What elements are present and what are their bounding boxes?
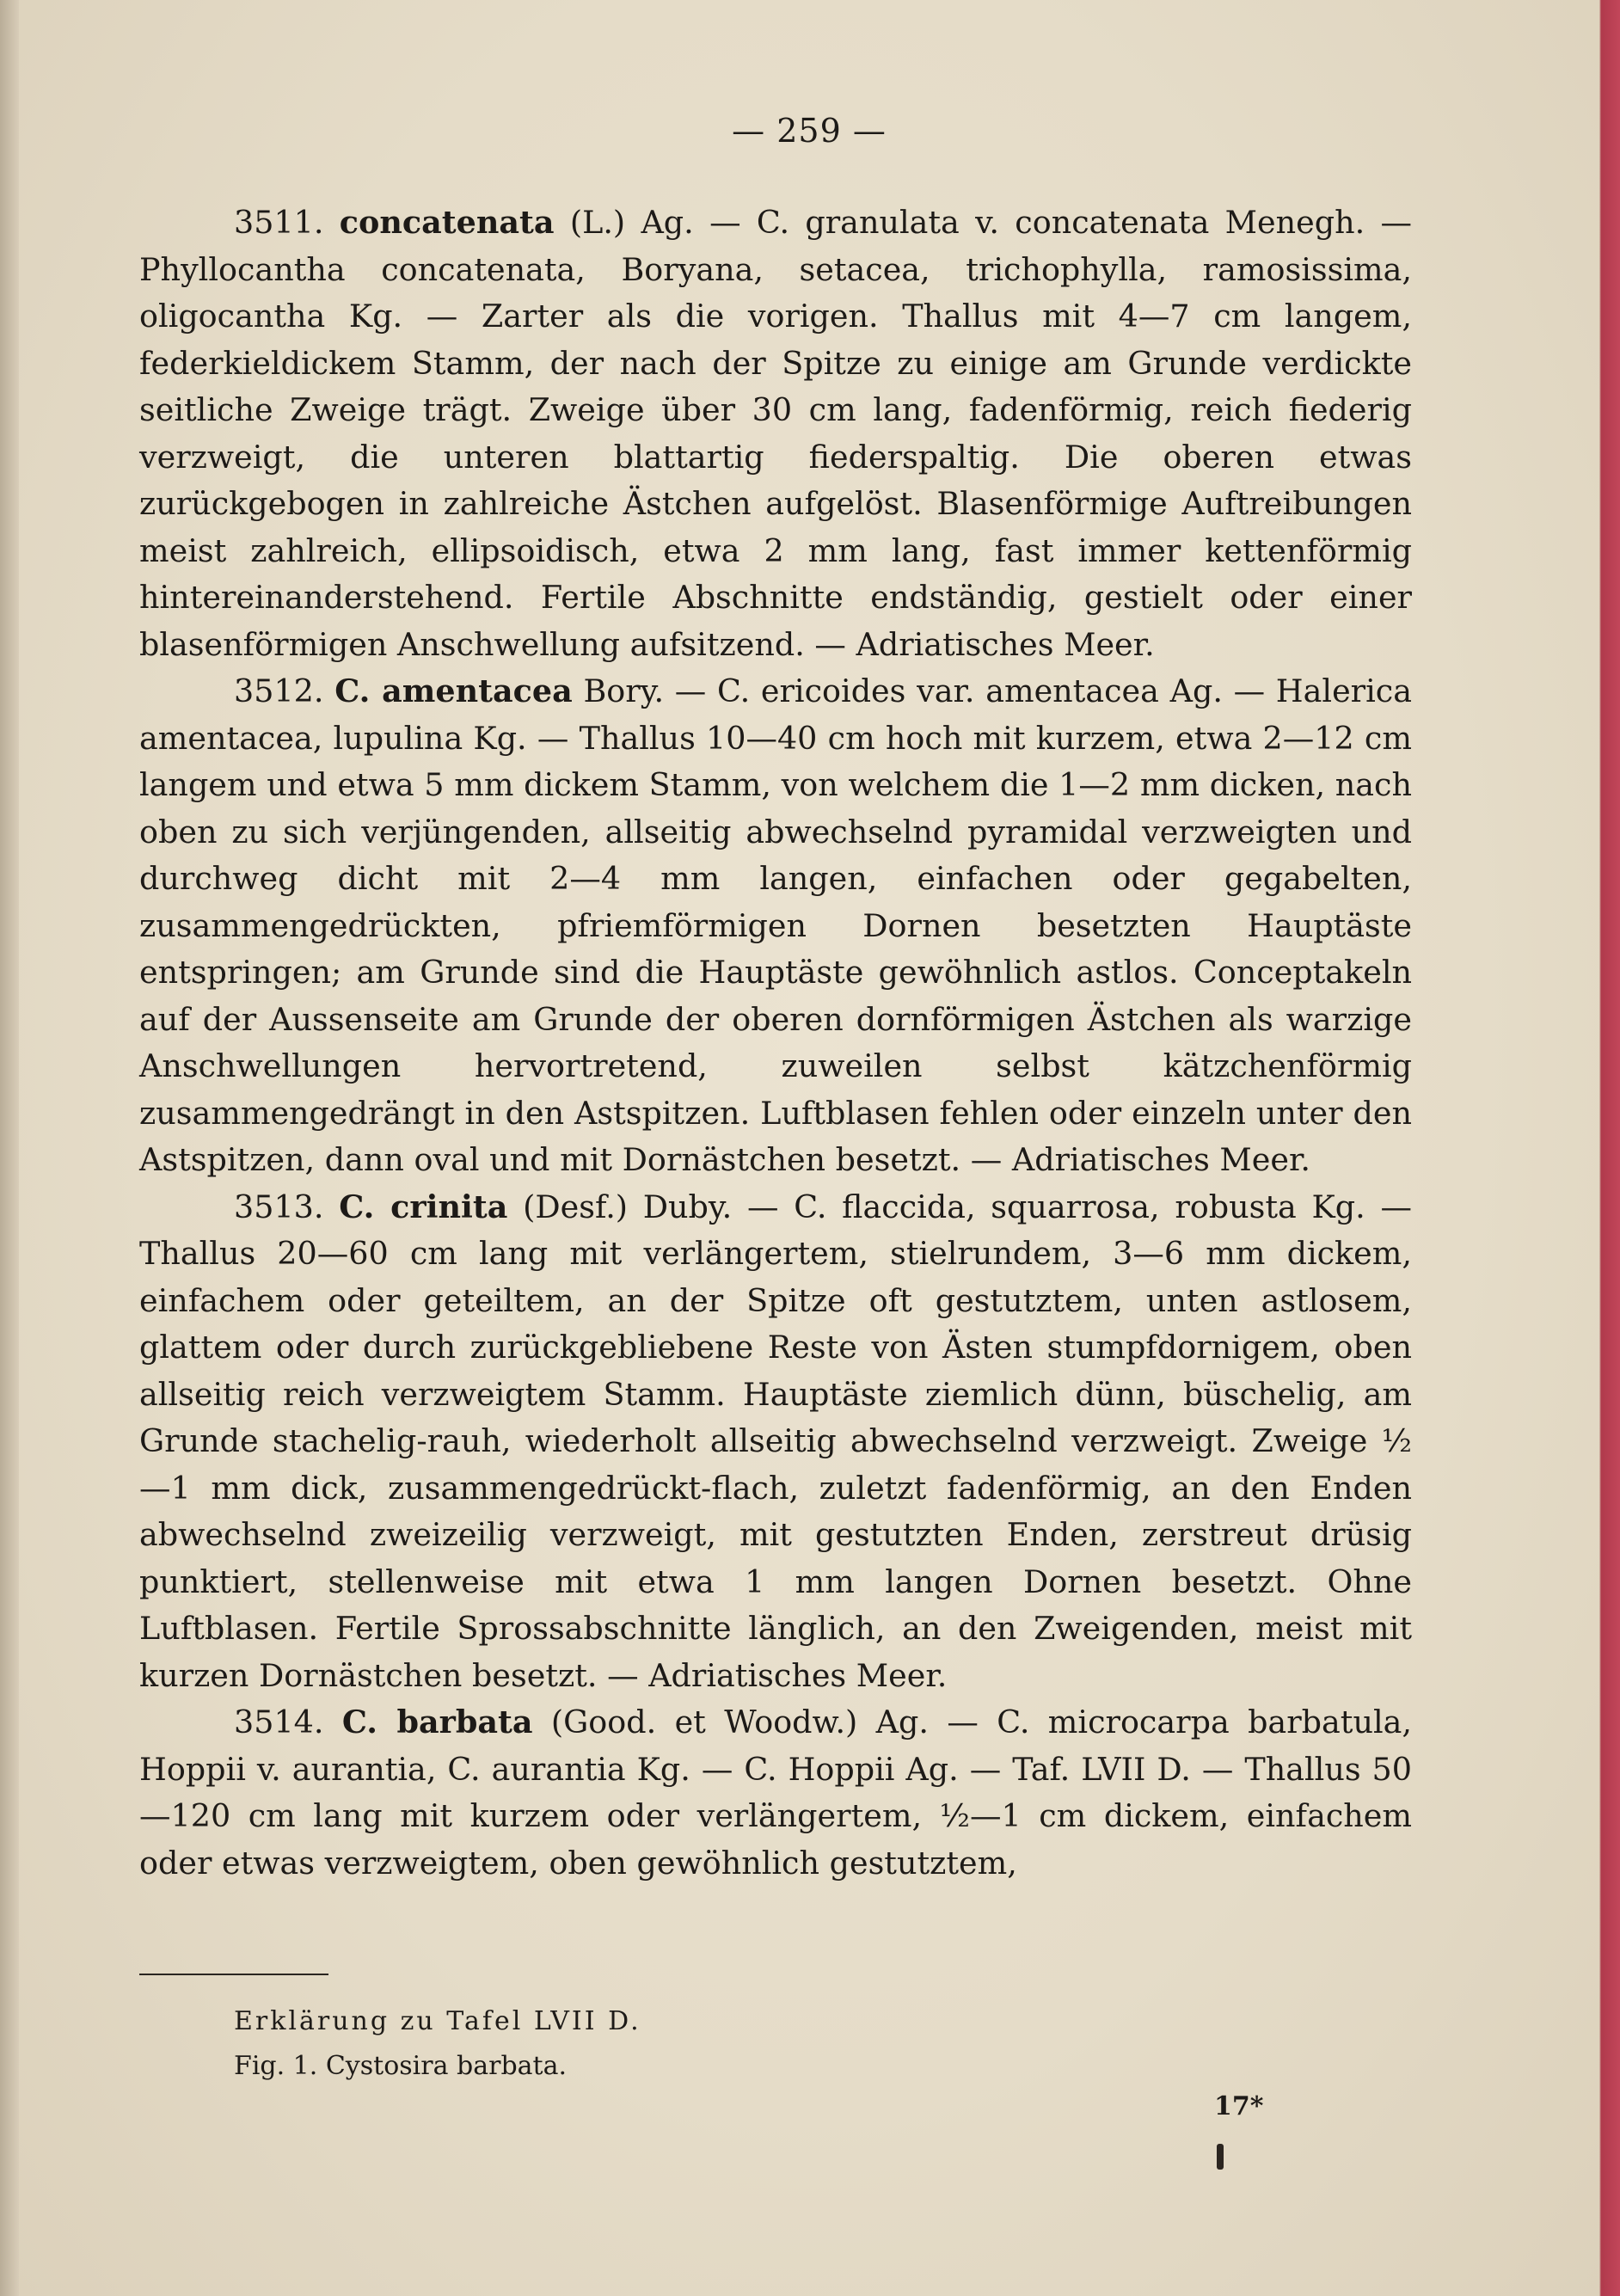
book-page: [19, 0, 1599, 2296]
entry-text: (Good. et Woodw.) Ag. — C. microcarpa barbatula, Hoppii v. aurantia, C. aurantia Kg. — C. Hoppii Ag. — Taf. LVII D. — Thallus 50—120 cm lang mit kurzem oder verlängertem, ½—1 cm dickem, einfachem oder etwas verzweigtem, oben gewöhnlich gestutztem,: [139, 1704, 1412, 1882]
entry-3514: [139, 1699, 1412, 1887]
entry-text: (L.) Ag. — C. granulata v. concatenata Menegh. — Phyllocantha concatenata, Boryana, setacea, trichophylla, ramosissima, oligocantha Kg. — Zarter als die vorigen. Thallus mit 4—7 cm langem, federkieldickem Stamm, der nach der Spitze zu einige am Grunde verdickte seitliche Zweige trägt. Zweige über 30 cm lang, fadenförmig, reich fiederig verzweigt, die unteren blattartig fiederspaltig. Die oberen etwas zurückgebogen in zahlreiche Ästchen aufgelöst. Blasenförmige Auftreibungen meist zahlreich, ellipsoidisch, etwa 2 mm lang, fast immer kettenförmig hintereinanderstehend. Fertile Abschnitte endständig, gestielt oder einer blasenförmigen Anschwellung aufsitzend. — Adriatisches Meer.: [139, 204, 1412, 663]
body-text: [139, 200, 1412, 1887]
signature-mark: 17*: [1214, 2091, 1264, 2121]
entry-number: 3514.: [234, 1704, 324, 1740]
entry-3511: [139, 200, 1412, 668]
footnote-line: Fig. 1. Cystosira barbata.: [234, 2051, 568, 2081]
footnote-heading: Erklärung zu Tafel LVII D.: [234, 2006, 641, 2036]
entry-3513: [139, 1184, 1412, 1700]
entry-name: C. crinita: [339, 1188, 508, 1225]
entry-name: C. amentacea: [334, 672, 573, 709]
footnote: [234, 1999, 641, 2089]
entry-name: C. barbata: [341, 1704, 533, 1740]
entry-number: 3512.: [234, 672, 324, 709]
entry-text: (Desf.) Duby. — C. flaccida, squarrosa, robusta Kg. — Thallus 20—60 cm lang mit verlängertem, stielrundem, 3—6 mm dickem, einfachem oder geteiltem, an der Spitze oft gestutztem, unten astlosem, glattem oder durch zurückgebliebene Reste von Ästen stumpfdornigem, oben allseitig reich verzweigtem Stamm. Hauptäste ziemlich dünn, büschelig, am Grunde stachelig-rauh, wiederholt allseitig abwechselnd verzweigt. Zweige ½—1 mm dick, zusammengedrückt-flach, zuletzt fadenförmig, an den Enden abwechselnd zweizeilig verzweigt, mit gestutzten Enden, zerstreut drüsig punktiert, stellenweise mit etwa 1 mm langen Dornen besetzt. Ohne Luftblasen. Fertile Sprossabschnitte länglich, an den Zweigenden, meist mit kurzen Dornästchen besetzt. — Adriatisches Meer.: [139, 1188, 1412, 1694]
entry-text: Bory. — C. ericoides var. amentacea Ag. — Halerica amentacea, lupulina Kg. — Thallus 10—40 cm hoch mit kurzem, etwa 2—12 cm langem und etwa 5 mm dickem Stamm, von welchem die 1—2 mm dicken, nach oben zu sich verjüngenden, allseitig abwechselnd pyramidal verzweigten und durchweg dicht mit 2—4 mm langen, einfachen oder gegabelten, zusammengedrückten, pfriemförmigen Dornen besetzten Hauptäste entspringen; am Grunde sind die Hauptäste gewöhnlich astlos. Conceptakeln auf der Aussenseite am Grunde der oberen dornförmigen Ästchen als warzige Anschwellungen hervortretend, zuweilen selbst kätzchenförmig zusammengedrängt in den Astspitzen. Luftblasen fehlen oder einzeln unter den Astspitzen, dann oval und mit Dornästchen besetzt. — Adriatisches Meer.: [139, 672, 1413, 1178]
page-number: — 259 —: [732, 112, 887, 150]
ink-mark: [1217, 2144, 1224, 2170]
entry-number: 3513.: [234, 1188, 324, 1225]
entry-3512: [139, 668, 1412, 1184]
entry-name: concatenata: [339, 204, 555, 241]
entry-number: 3511.: [234, 204, 324, 241]
footnote-rule: [139, 1974, 328, 1975]
